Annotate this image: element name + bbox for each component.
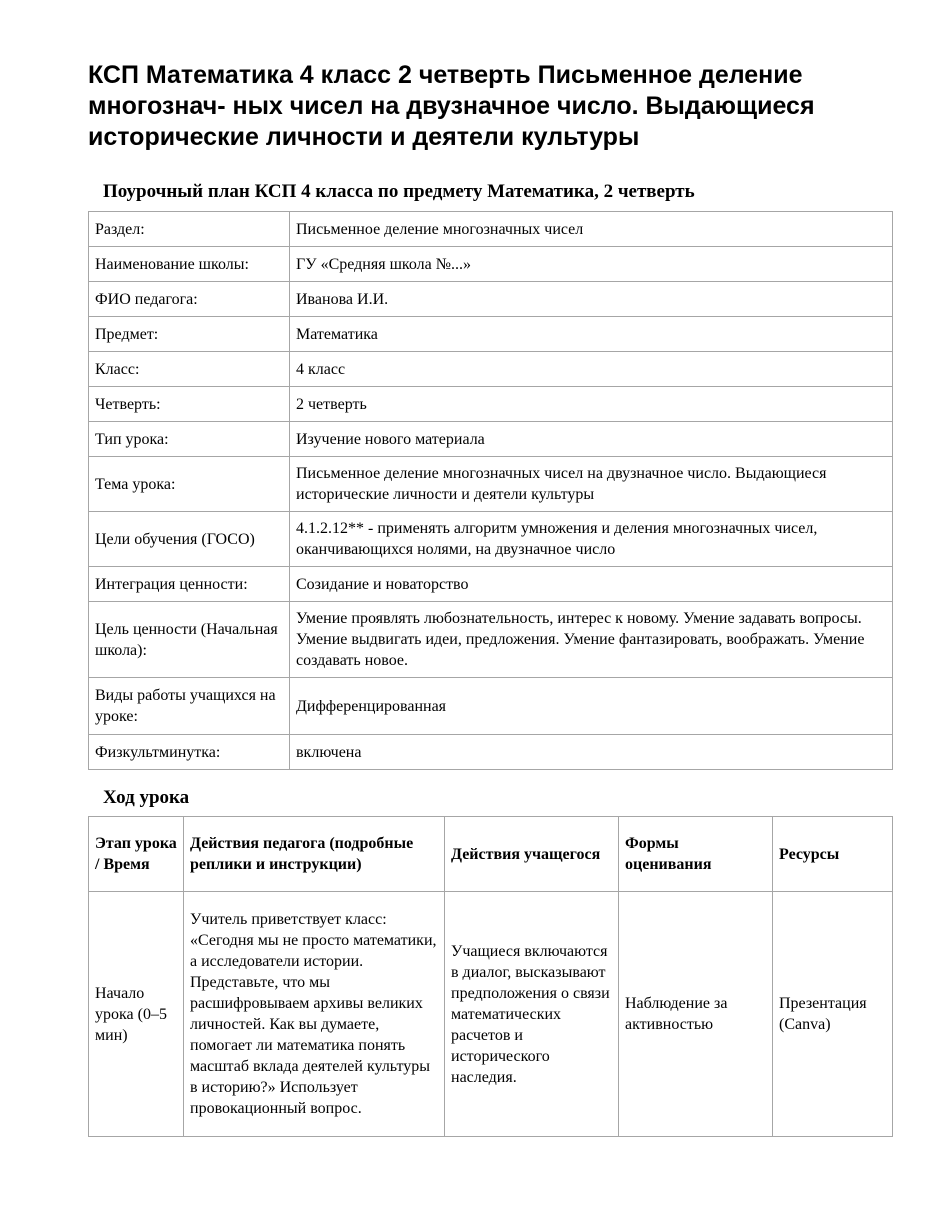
lesson-header-row — [89, 817, 893, 892]
plan-row-value: включена — [290, 735, 893, 770]
plan-row — [89, 212, 893, 247]
plan-row-value: 4 класс — [290, 352, 893, 387]
plan-row-value: Математика — [290, 317, 893, 352]
plan-row-value: ГУ «Средняя школа №...» — [290, 247, 893, 282]
plan-row-value: Умение проявлять любознательность, интерес к новому. Умение задавать вопросы. Умение выдвигать идеи, предложения. Умение фантазировать, воображать. Умение создавать новое. — [290, 602, 893, 678]
lesson-heading: Ход урока — [103, 787, 190, 808]
plan-row — [89, 282, 893, 317]
plan-row — [89, 567, 893, 602]
plan-row-value: Письменное деление многозначных чисел на двузначное число. Выдающиеся исторические личности и деятели культуры — [290, 457, 893, 512]
plan-row-key: Тип урока: — [89, 422, 290, 457]
plan-row-key: Четверть: — [89, 387, 290, 422]
plan-row-key: Предмет: — [89, 317, 290, 352]
plan-row-value: Созидание и новаторство — [290, 567, 893, 602]
plan-row — [89, 422, 893, 457]
plan-table — [88, 211, 893, 770]
plan-row-key: Класс: — [89, 352, 290, 387]
plan-row — [89, 678, 893, 735]
plan-row-key: Раздел: — [89, 212, 290, 247]
lesson-row — [89, 892, 893, 1137]
lesson-cell-resources: Презентация (Canva) — [773, 892, 893, 1137]
plan-row-key: Физкультминутка: — [89, 735, 290, 770]
plan-row — [89, 512, 893, 567]
plan-row — [89, 735, 893, 770]
plan-row-value: 4.1.2.12** - применять алгоритм умножения и деления многозначных чисел, оканчивающихся нолями, на двузначное число — [290, 512, 893, 567]
plan-row-value: 2 четверть — [290, 387, 893, 422]
plan-row-key: Интеграция ценности: — [89, 567, 290, 602]
plan-row-key: Цели обучения (ГОСО) — [89, 512, 290, 567]
plan-row-key: Цель ценности (Начальная школа): — [89, 602, 290, 678]
plan-row-value: Изучение нового материала — [290, 422, 893, 457]
plan-row — [89, 602, 893, 678]
column-header-student-actions: Действия учащегося — [445, 817, 619, 892]
plan-row — [89, 387, 893, 422]
plan-row-key: ФИО педагога: — [89, 282, 290, 317]
column-header-stage: Этап урока / Время — [89, 817, 184, 892]
lesson-cell-teacher-actions: Учитель приветствует класс: «Сегодня мы не просто математики, а исследователи истории. Представьте, что мы расшифровываем архивы великих личностей. Как вы думаете, помогает ли математика понять масштаб вклада деятелей культуры в историю?» Использует провокационный вопрос. — [184, 892, 445, 1137]
plan-row — [89, 247, 893, 282]
column-header-teacher-actions: Действия педагога (подробные реплики и инструкции) — [184, 817, 445, 892]
document-title: КСП Математика 4 класс 2 четверть Письменное деление многознач- ных чисел на двузначное число. Выдающиеся исторические личности и деятели культуры — [88, 61, 815, 151]
lesson-cell-student-actions: Учащиеся включаются в диалог, высказывают предположения о связи математических расчетов и исторического наследия. — [445, 892, 619, 1137]
plan-heading: Поурочный план КСП 4 класса по предмету Математика, 2 четверть — [103, 181, 695, 202]
plan-row-value: Иванова И.И. — [290, 282, 893, 317]
column-header-assessment: Формы оценивания — [619, 817, 773, 892]
lesson-table — [88, 816, 893, 1137]
plan-row-value: Письменное деление многозначных чисел — [290, 212, 893, 247]
plan-row-key: Тема урока: — [89, 457, 290, 512]
plan-row — [89, 317, 893, 352]
plan-row — [89, 352, 893, 387]
column-header-resources: Ресурсы — [773, 817, 893, 892]
plan-row-key: Виды работы учащихся на уроке: — [89, 678, 290, 735]
lesson-cell-stage: Начало урока (0–5 мин) — [89, 892, 184, 1137]
document-page — [88, 0, 893, 1137]
plan-row — [89, 457, 893, 512]
lesson-cell-assessment: Наблюдение за активностью — [619, 892, 773, 1137]
plan-row-value: Дифференцированная — [290, 678, 893, 735]
plan-row-key: Наименование школы: — [89, 247, 290, 282]
